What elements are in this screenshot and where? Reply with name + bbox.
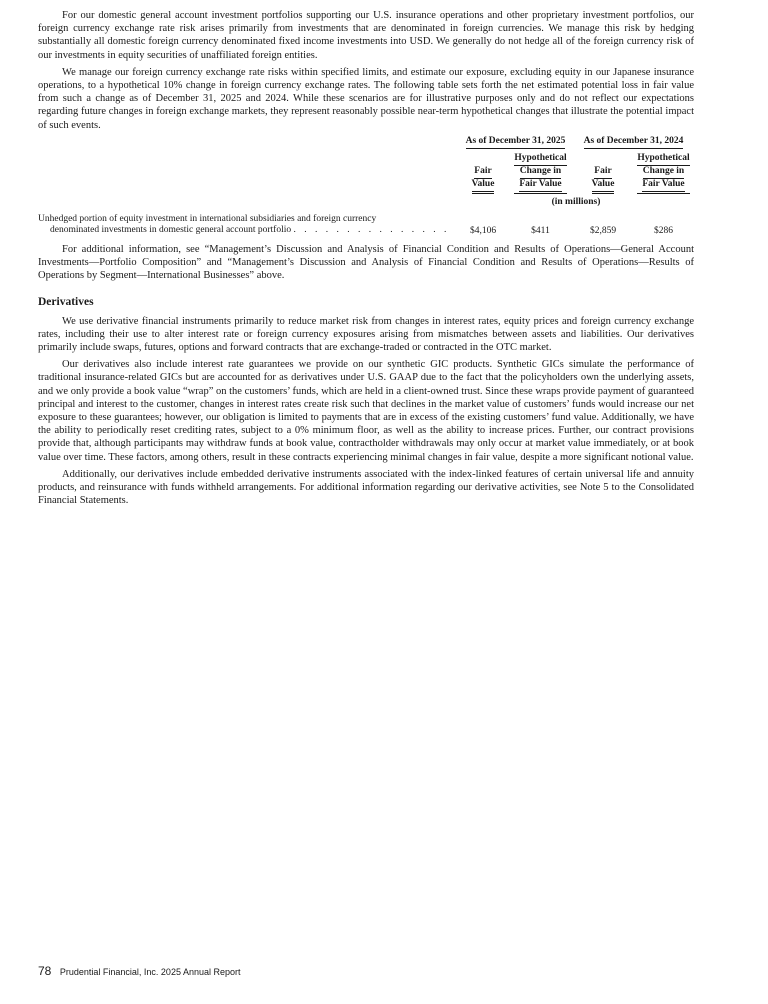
value-hypothetical-change-2025: $411 — [531, 225, 550, 236]
table-row — [38, 214, 694, 237]
paragraph-derivatives-embedded: Additionally, our derivatives include embedded derivative instruments associated with the index-linked features of certain universal life and annuity products, and reinsurance with funds withheld arrangements. For additional information regarding our derivative activities, see Note 5 to the Consolidated Financial Statements. — [38, 468, 694, 507]
group-header-2025: As of December 31, 2025 — [458, 136, 573, 149]
subheader-hypothetical-change-2024: Hypothetical Change in Fair Value — [633, 149, 694, 194]
group-header-2024: As of December 31, 2024 — [573, 136, 694, 149]
unit-label: (in millions) — [551, 196, 601, 207]
page-footer — [38, 965, 241, 979]
section-heading-derivatives: Derivatives — [38, 296, 94, 309]
page-content — [38, 9, 694, 511]
subheader-fair-value-2024: Fair Value — [573, 149, 633, 194]
fx-sensitivity-table — [38, 136, 694, 237]
value-hypothetical-change-2024: $286 — [654, 225, 673, 236]
paragraph-additional-information: For additional information, see “Management’s Discussion and Analysis of Financial Condition and Results of Operations—General Account Investments—Portfolio Composition” and “Management’s Discussion and Analysis of Financial Condition and Results of Operations—Results of Operations by Segment—International Businesses” above. — [38, 243, 694, 282]
page-number: 78 — [38, 964, 52, 978]
paragraph-derivatives-gic: Our derivatives also include interest rate guarantees we provide on our synthetic GIC products. Synthetic GICs simulate the performance of traditional insurance-related GICs but are accounted for as derivatives under U.S. GAAP due to the fact that the policyholders own the underlying assets, and we only provide a book value “wrap” on the customers’ funds, which are held in a client-owned trust. Since these wraps provide payment of guaranteed principal and interest to the customer, changes in interest rates create risk such that declines in the market value of customers’ funds would increase our net exposure to these guarantees; however, our obligation is limited to payments that are in excess of the existing customers’ fund value. Additionally, we have the ability to periodically reset crediting rates, subject to a 0% minimum floor, as well as the ability to increase prices. Further, our contract provisions provide that, although participants may withdraw funds at book value, contractholder withdrawals may only occur at market value immediately, or at book value over time. These factors, among others, result in these contracts experiencing minimal changes in fair value, despite a more significant notional value. — [38, 359, 694, 463]
table-subheader-row — [38, 149, 694, 194]
value-fair-value-2025: $4,106 — [469, 225, 497, 236]
row-label: Unhedged portion of equity investment in international subsidiaries and foreign currency denominated investments in domestic general account portfolio . . . . . . . . . . . . . . . — [38, 213, 450, 236]
table-unit-row — [38, 194, 694, 214]
subheader-fair-value-2025: Fair Value — [458, 149, 508, 194]
value-fair-value-2024: $2,859 — [589, 225, 617, 236]
paragraph-derivatives-use: We use derivative financial instruments primarily to reduce market risk from changes in interest rates, equity prices and foreign currency exchange rates, including their use to alter interest rate or foreign currency exposures arising from mismatches between assets and liabilities. Our derivatives primarily include swaps, futures, options and forward contracts that are exchange-traded or contracted in the OTC market. — [38, 315, 694, 354]
report-title: Prudential Financial, Inc. 2025 Annual Report — [59, 967, 241, 977]
paragraph-fx-risk-limits: We manage our foreign currency exchange rate risks within specified limits, and estimate our exposure, excluding equity in our Japanese insurance operations, to a hypothetical 10% change in foreign currency exchange rates. The following table sets forth the net estimated potential loss in fair value from such a change as of December 31, 2025 and 2024. While these scenarios are for illustrative purposes only and do not reflect our expectations regarding future changes in foreign exchange markets, they represent reasonably possible near-term hypothetical changes that illustrate the potential impact of such events. — [38, 66, 694, 131]
paragraph-fx-risk-domestic: For our domestic general account investment portfolios supporting our U.S. insurance operations and other proprietary investment portfolios, our foreign currency exchange rate risk arises primarily from investments that are denominated in foreign currencies. We manage this risk by hedging substantially all domestic foreign currency denominated fixed income investments into USD. We generally do not hedge all of the foreign currency risk of our investments in equity securities of unaffiliated foreign entities. — [38, 10, 694, 61]
table-group-header-row — [38, 136, 694, 149]
subheader-hypothetical-change-2025: Hypothetical Change in Fair Value — [508, 149, 573, 194]
